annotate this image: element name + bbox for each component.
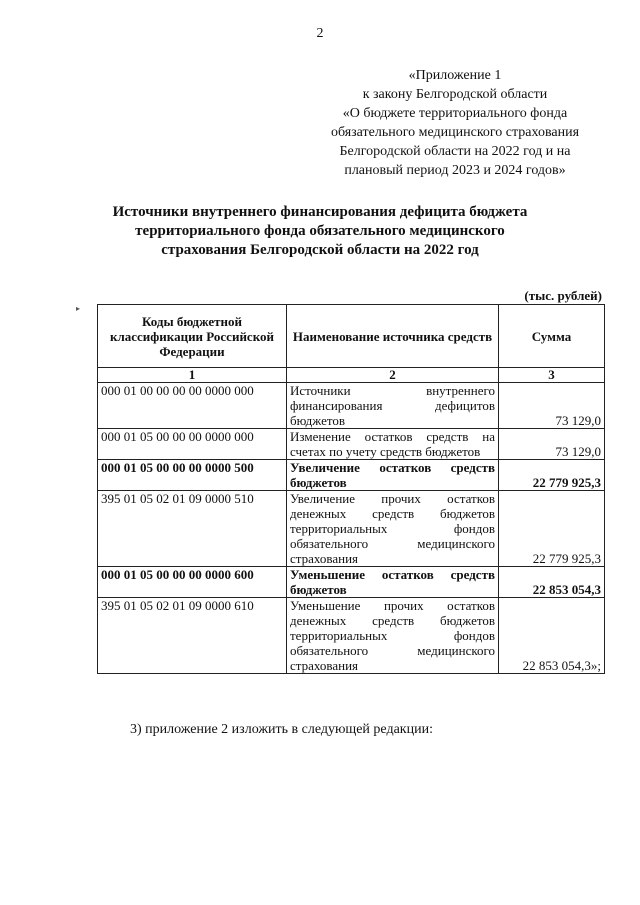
- header-sum: Сумма: [499, 305, 605, 368]
- row-code: 395 01 05 02 01 09 0000 510: [98, 491, 287, 567]
- table-row: [98, 429, 605, 460]
- row-sum: 22 853 054,3: [499, 567, 605, 598]
- annex-line: к закону Белгородской области: [362, 87, 548, 102]
- row-code: 000 01 00 00 00 00 0000 000: [98, 383, 287, 429]
- column-number-row: [98, 368, 605, 383]
- row-sum: 73 129,0: [499, 429, 605, 460]
- scan-speck: ▸: [76, 304, 81, 313]
- annex-line: «О бюджете территориального фонда: [342, 106, 568, 121]
- row-name: Увеличение прочих остатков денежных средств бюджетов территориальных фондов обязательного медицинского страхования: [287, 491, 499, 567]
- page-number: 2: [316, 26, 324, 41]
- title-line: страхования Белгородской области на 2022 год: [161, 242, 479, 258]
- annex-line: плановый период 2023 и 2024 годов»: [344, 163, 566, 178]
- table-row: [98, 567, 605, 598]
- row-code: 000 01 05 00 00 00 0000 600: [98, 567, 287, 598]
- title-line: территориального фонда обязательного медицинского: [135, 223, 505, 239]
- row-sum: 22 779 925,3: [499, 460, 605, 491]
- column-number: 2: [287, 368, 499, 383]
- column-number: 3: [499, 368, 605, 383]
- document-title: [90, 203, 550, 260]
- title-line: Источники внутреннего финансирования дефицита бюджета: [112, 204, 528, 220]
- header-name: Наименование источника средств: [287, 305, 499, 368]
- row-name: Уменьшение прочих остатков денежных средств бюджетов территориальных фондов обязательного медицинского страхования: [287, 598, 499, 674]
- table-row: [98, 491, 605, 567]
- row-sum: 22 779 925,3: [499, 491, 605, 567]
- row-code: 395 01 05 02 01 09 0000 610: [98, 598, 287, 674]
- table-row: [98, 460, 605, 491]
- unit-label: (тыс. рублей): [524, 288, 602, 303]
- row-code: 000 01 05 00 00 00 0000 500: [98, 460, 287, 491]
- row-name: Уменьшение остатков средств бюджетов: [287, 567, 499, 598]
- sources-table: [97, 304, 605, 674]
- annex-line: «Приложение 1: [408, 68, 502, 83]
- header-code: Коды бюджетной классификации Российской Федерации: [98, 305, 287, 368]
- row-sum: 22 853 054,3»;: [499, 598, 605, 674]
- table-header-row: [98, 305, 605, 368]
- row-name: Изменение остатков средств на счетах по учету средств бюджетов: [287, 429, 499, 460]
- table-row: [98, 598, 605, 674]
- instruction-text: 3) приложение 2 изложить в следующей редакции:: [130, 722, 433, 737]
- column-number: 1: [98, 368, 287, 383]
- annex-line: обязательного медицинского страхования: [330, 125, 580, 140]
- table-row: [98, 383, 605, 429]
- row-sum: 73 129,0: [499, 383, 605, 429]
- annex-line: Белгородской области на 2022 год и на: [339, 144, 571, 159]
- row-name: Источники внутреннего финансирования дефицитов бюджетов: [287, 383, 499, 429]
- annex-header: [300, 66, 610, 180]
- row-code: 000 01 05 00 00 00 0000 000: [98, 429, 287, 460]
- row-name: Увеличение остатков средств бюджетов: [287, 460, 499, 491]
